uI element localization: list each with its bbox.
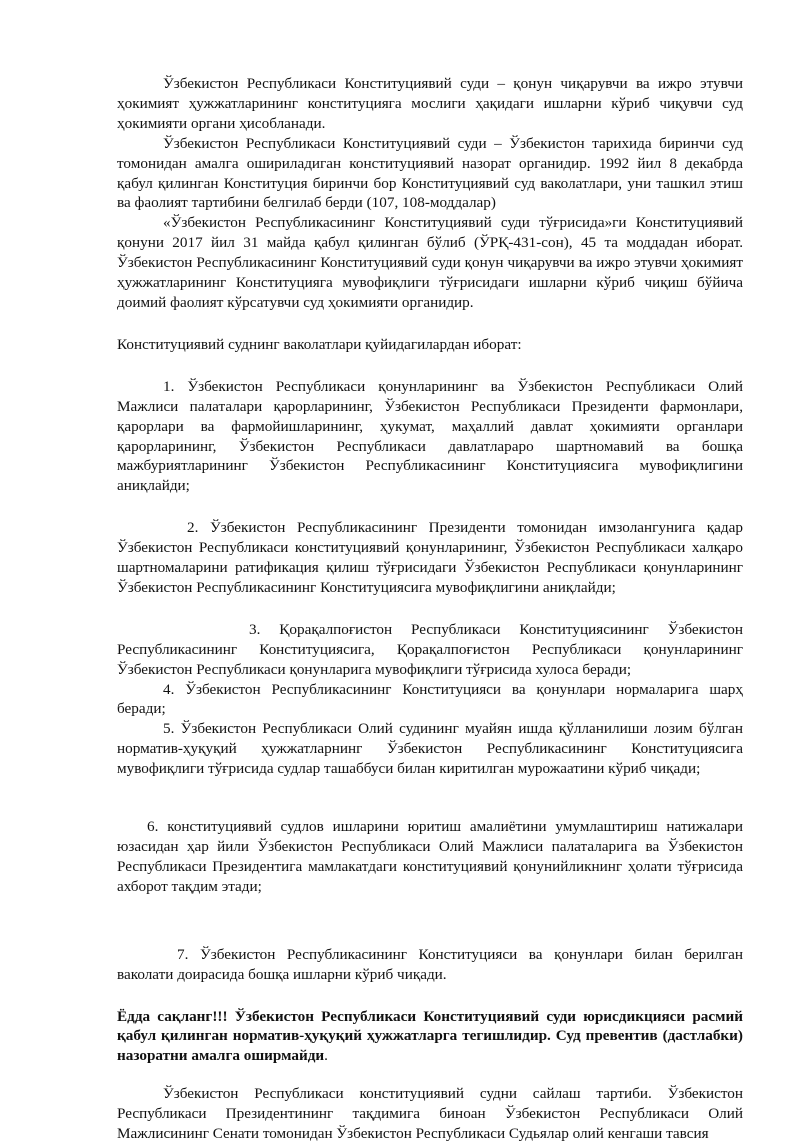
- list-item-7: 7. Ўзбекистон Республикасининг Конституцияси ва қонунлари билан берилган ваколати доирасида бошқа ишларни кўриб чиқади.: [117, 945, 743, 983]
- paragraph-history: Ўзбекистон Республикаси Конституциявий суди – Ўзбекистон тарихида биринчи суд томонидан амалга ошириладиган конституциявий назорат органидир. 1992 йил 8 декабрда қабул қилинган Конституция биринчи бор Конституциявий суд ваколатлари, уни ташкил этиш ва фаолият тартибини белгилаб берди (107, 108-моддалар): [117, 134, 743, 212]
- note-tail: .: [324, 1047, 328, 1065]
- note-paragraph: [117, 1007, 743, 1067]
- list-item-1: 1. Ўзбекистон Республикаси қонунларининг ва Ўзбекистон Республикаси Олий Мажлиси палаталари қарорларининг, Ўзбекистон Республикаси Президенти фармонлари, қарорлари ва фармойишларининг, ҳукумат, маҳаллий давлат ҳокимияти органлари қарорларининг, Ўзбекистон Республикаси давлатлараро шартномавий ва бошқа мажбуриятларининг Ўзбекистон Республикасининг Конституциясига мувофиқлигини аниқлайди;: [117, 377, 743, 495]
- list-item-3: 3. Қорақалпоғистон Республикаси Конституциясининг Ўзбекистон Республикасининг Конституциясига, Қорақалпоғистон Республикаси қонунларининг Ўзбекистон Республикаси қонунларига мувофиқлиги тўғрисида хулоса беради;: [117, 620, 743, 678]
- powers-heading: Конституциявий суднинг ваколатлари қуйидагилардан иборат:: [117, 335, 522, 353]
- list-item-5: 5. Ўзбекистон Республикаси Олий судининг муайян ишда қўлланилиши лозим бўлган норматив-ҳуқуқий ҳужжатларнинг Ўзбекистон Республикасининг Конституциясига мувофиқлиги тўғрисида судлар ташаббуси билан киритилган мурожаатини кўриб чиқади;: [117, 720, 743, 778]
- paragraph-intro: Ўзбекистон Республикаси Конституциявий суди – қонун чиқарувчи ва ижро этувчи ҳокимият ҳужжатларининг конституцияга мослиги ҳақидаги ишларни кўриб чиқувчи суд ҳокимияти органи ҳисобланади.: [117, 75, 743, 132]
- list-item-4: 4. Ўзбекистон Республикасининг Конституцияси ва қонунлари нормаларига шарҳ беради;: [117, 680, 743, 718]
- list-item-6: 6. конституциявий судлов ишларини юритиш амалиётини умумлаштириш натижалари юзасидан ҳар йили Ўзбекистон Республикаси Олий Мажлиси палаталарига ва Ўзбекистон Республикаси Президентига мамлакатдаги конституциявий қонунийликнинг ҳолати тўғрисида ахборот тақдим этади;: [117, 818, 743, 895]
- paragraph-election: Ўзбекистон Республикаси конституциявий судни сайлаш тартиби. Ўзбекистон Республикаси Президентининг тақдимига биноан Ўзбекистон Республикаси Олий Мажлисининг Сенати томонидан Ўзбекистон Республикаси Судьялар олий кенгаши тавсия: [117, 1085, 743, 1143]
- document-page: [117, 74, 743, 1144]
- paragraph-law: «Ўзбекистон Республикасининг Конституциявий суди тўғрисида»ги Конституциявий қонуни 2017 йил 31 майда қабул қилинган бўлиб (ЎРҚ-431-сон), 45 та моддадан иборат. Ўзбекистон Республикасининг Конституциявий суди қонун чиқарувчи ва ижро этувчи ҳокимият ҳужжатларининг Конституцияга мувофиқлиги тўғрисидаги ишларни кўриб чиқиш бўйича доимий фаолият кўрсатувчи суд ҳокимияти органидир.: [117, 214, 743, 311]
- list-item-2: 2. Ўзбекистон Республикасининг Президенти томонидан имзолангунига қадар Ўзбекистон Республикаси конституциявий қонунларининг, Ўзбекистон Республикаси халқаро шартномаларини ратификация қилиш тўғрисидаги Ўзбекистон Республикаси қонунларининг Ўзбекистон Республикасининг Конституциясига мувофиқлигини аниқлайди;: [117, 519, 743, 596]
- note-bold-text: Ёдда сақланг!!! Ўзбекистон Республикаси Конституциявий суди юрисдикцияси расмий қабул қилинган норматив-ҳуқуқий ҳужжатларга тегишлидир. Суд превентив (дастлабки) назоратни амалга оширмайди: [117, 1007, 743, 1065]
